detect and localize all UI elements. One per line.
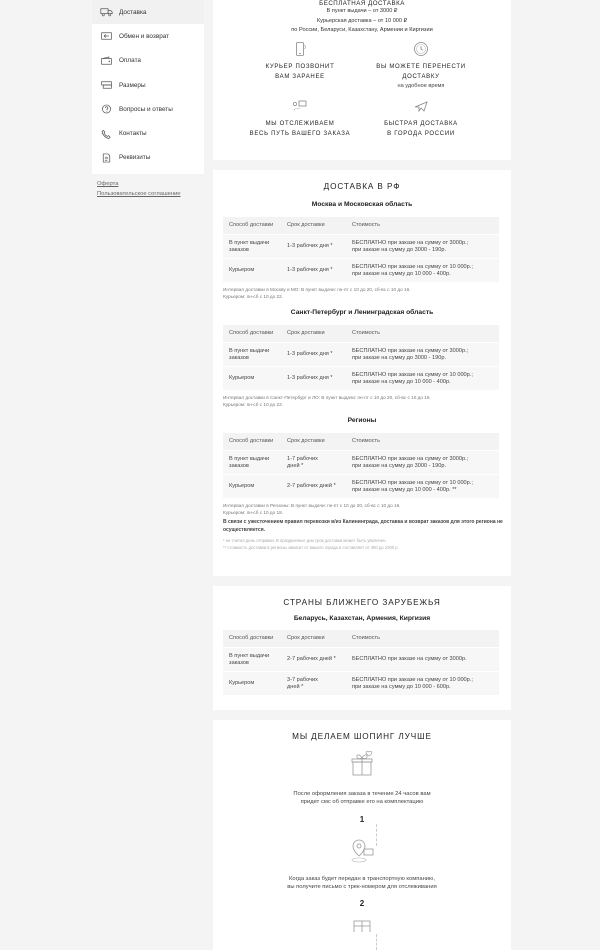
region-title: Регионы	[347, 417, 377, 424]
phone-icon	[98, 127, 114, 141]
gift-box-icon	[213, 749, 511, 784]
cell-method: В пункт выдачи заказов	[229, 347, 270, 361]
sidebar-item-contacts[interactable]	[92, 121, 204, 145]
sidebar-item-delivery[interactable]	[92, 0, 204, 24]
sidebar	[92, 0, 204, 201]
table-row	[223, 647, 499, 671]
footnote: * не считая день отправки. В праздничные дни срок доставки может быть увеличен.	[223, 538, 387, 543]
region-title: Москва и Московская область	[311, 201, 413, 208]
table-header	[223, 217, 499, 234]
sidebar-item-label: Размеры	[119, 81, 146, 89]
cell-method: В пункт выдачи заказов	[229, 455, 270, 469]
interval-note: Интервал доставки в Москву и МО: В пункт выдачи: пн-пт с 10 до 20, сб-вс с 10 до 16. Курьером: пн-сб с 10 до 22.	[223, 287, 411, 299]
cell-term: 1-3 рабочих дня *	[287, 267, 333, 273]
table-header	[223, 433, 499, 450]
table-header	[223, 325, 499, 342]
main-content	[213, 0, 511, 950]
return-icon	[98, 29, 114, 43]
question-icon	[98, 102, 114, 116]
table-row	[223, 258, 499, 282]
cell-method: Курьером	[229, 267, 255, 273]
sidebar-item-label: Доставка	[119, 8, 147, 16]
interval-note: Интервал доставки в Санкт-Петербург и ЛО: В пункт выдачи: пн-пт с 10 до 20, сб-вс с 10 до 16. Курьером: пн-сб с 10 до 22.	[223, 395, 431, 407]
route-icon	[240, 98, 360, 116]
cell-term: 2-7 рабочих дней *	[287, 656, 336, 662]
table-row	[223, 366, 499, 390]
header-term: Срок доставки	[287, 330, 325, 336]
free-delivery-line: по России, Беларуси, Казахстану, Армении и Киргизии	[291, 27, 433, 33]
cell-method: Курьером	[229, 483, 255, 489]
cell-term: 1-3 рабочих дня *	[287, 375, 333, 381]
cell-method: Курьером	[229, 680, 255, 686]
free-delivery-title: БЕСПЛАТНАЯ ДОСТАВКА	[319, 0, 405, 7]
dashed-connector	[376, 824, 377, 846]
countries-subtitle: Беларусь, Казахстан, Армения, Киргизия	[293, 615, 431, 622]
free-delivery-lines	[213, 7, 511, 36]
benefit-title: БЫСТРАЯ ДОСТАВКА В ГОРОДА РОССИИ	[384, 121, 458, 137]
user-agreement-link[interactable]: Пользовательское соглашение	[97, 191, 181, 198]
table-row	[223, 234, 499, 258]
table-header	[223, 630, 499, 647]
ruler-icon	[98, 78, 114, 92]
document-icon	[98, 151, 114, 165]
header-cost: Стоимость	[352, 222, 381, 228]
package-icon	[213, 918, 511, 932]
sidebar-menu	[92, 0, 204, 174]
sidebar-item-requisites[interactable]	[92, 146, 204, 170]
cell-method: В пункт выдачи заказов	[229, 652, 270, 666]
header-cost: Стоимость	[352, 330, 381, 336]
sidebar-item-label: Реквизиты	[119, 154, 151, 162]
russia-delivery-card	[213, 170, 511, 576]
delivery-table	[223, 433, 499, 498]
near-abroad-card	[213, 586, 511, 710]
step-text: После оформления заказа в течение 24 часов вам придет смс об отправке его на комплектацию	[293, 791, 431, 806]
benefit-title: ВЫ МОЖЕТЕ ПЕРЕНЕСТИ ДОСТАВКУ	[376, 64, 466, 80]
header-method: Способ доставки	[229, 222, 274, 228]
cell-term: 2-7 рабочих дней *	[287, 483, 336, 489]
footnote: ** стоимость доставки в регионы зависит от вашего города и составляет от 400 до 1000 р.	[223, 544, 399, 550]
sidebar-item-exchange[interactable]	[92, 24, 204, 48]
cell-term: 1-3 рабочих дня *	[287, 351, 333, 357]
cell-cost: БЕСПЛАТНО при заказе на сумму от 10 000р.; при заказе на сумму до 10 000 - 400р.	[352, 371, 473, 385]
delivery-table	[223, 630, 499, 695]
benefit-courier-call	[240, 41, 360, 82]
sidebar-item-sizes[interactable]	[92, 73, 204, 97]
header-term: Срок доставки	[287, 438, 325, 444]
cell-cost: БЕСПЛАТНО при заказе на сумму от 10 000р.; при заказе на сумму до 10 000 - 400р. **	[352, 479, 473, 493]
truck-icon	[98, 5, 114, 19]
step-number: 1	[359, 814, 365, 824]
step-text: Когда заказ будет передан в транспортную компанию, вы получите письмо с трек-номером для отслеживания	[287, 875, 437, 890]
step-number: 2	[359, 899, 365, 909]
sidebar-links	[92, 181, 204, 197]
cell-cost: БЕСПЛАТНО при заказе на сумму от 3000р.	[352, 656, 467, 662]
table-row	[223, 671, 499, 695]
interval-note: Интервал доставки в Регионы: В пункт выдачи: пн-пт с 10 до 20, сб-вс с 10 до 16. Курьером: пн-сб с 10 до 18.	[223, 503, 401, 515]
kaliningrad-note: В связи с ужесточением правил перевозки в/из Калининграда, доставка и возврат заказов для этого региона не осуществляется.	[223, 519, 503, 533]
delivery-pin-icon	[213, 836, 511, 871]
section-title: МЫ ДЕЛАЕМ ШОПИНГ ЛУЧШЕ	[292, 732, 432, 741]
free-delivery-line: В пункт выдачи – от 3000 ₽	[326, 8, 398, 14]
header-cost: Стоимость	[352, 635, 381, 641]
benefit-title: КУРЬЕР ПОЗВОНИТ ВАМ ЗАРАНЕЕ	[265, 64, 335, 80]
benefit-title: МЫ ОТСЛЕЖИВАЕМ ВЕСЬ ПУТЬ ВАШЕГО ЗАКАЗА	[249, 121, 351, 137]
sidebar-item-faq[interactable]	[92, 97, 204, 121]
cell-term: 1-3 рабочих дня *	[287, 243, 333, 249]
header-term: Срок доставки	[287, 635, 325, 641]
benefit-tracking	[240, 98, 360, 139]
sidebar-item-payment[interactable]	[92, 49, 204, 73]
cell-cost: БЕСПЛАТНО при заказе на сумму от 3000р.; при заказе на сумму до 3000 - 190р.	[352, 455, 469, 469]
region-title: Санкт-Петербург и Ленинградская область	[290, 309, 434, 316]
benefit-reschedule	[361, 41, 481, 91]
table-row	[223, 342, 499, 366]
header-method: Способ доставки	[229, 330, 274, 336]
cell-cost: БЕСПЛАТНО при заказе на сумму от 3000р.; при заказе на сумму до 3000 - 190р.	[352, 239, 469, 253]
sidebar-item-label: Обмен и возврат	[119, 32, 170, 40]
section-title: ДОСТАВКА В РФ	[323, 182, 401, 191]
cell-cost: БЕСПЛАТНО при заказе на сумму от 10 000р.; при заказе на сумму до 10 000 - 600р.	[352, 676, 473, 690]
benefit-subtitle: на удобное время	[397, 83, 445, 89]
phone-device-icon	[240, 41, 360, 59]
sidebar-item-label: Контакты	[119, 130, 147, 138]
sidebar-item-label: Вопросы и ответы	[119, 105, 173, 113]
section-title: СТРАНЫ БЛИЖНЕГО ЗАРУБЕЖЬЯ	[283, 598, 441, 607]
cell-cost: БЕСПЛАТНО при заказе на сумму от 10 000р.; при заказе на сумму до 10 000 - 400р.	[352, 263, 473, 277]
header-method: Способ доставки	[229, 438, 274, 444]
benefit-fast-delivery	[361, 98, 481, 139]
delivery-table	[223, 217, 499, 282]
plane-icon	[361, 98, 481, 116]
cell-method: В пункт выдачи заказов	[229, 239, 270, 253]
cell-term: 3-7 рабочих дней *	[287, 676, 318, 690]
shopping-better-card	[213, 720, 511, 950]
clock-icon	[361, 41, 481, 59]
cell-cost: БЕСПЛАТНО при заказе на сумму от 3000р.; при заказе на сумму до 3000 - 190р.	[352, 347, 469, 361]
header-term: Срок доставки	[287, 222, 325, 228]
header-method: Способ доставки	[229, 635, 274, 641]
dashed-connector	[376, 934, 377, 950]
wallet-icon	[98, 54, 114, 68]
sidebar-item-label: Оплата	[119, 57, 141, 65]
benefits-card	[213, 0, 511, 160]
cell-term: 1-7 рабочих дней *	[287, 455, 318, 469]
table-row	[223, 474, 499, 498]
header-cost: Стоимость	[352, 438, 381, 444]
cell-method: Курьером	[229, 375, 255, 381]
delivery-table	[223, 325, 499, 390]
table-row	[223, 450, 499, 474]
offer-link[interactable]: Оферта	[97, 181, 119, 188]
free-delivery-line: Курьерская доставка – от 10 000 ₽	[316, 17, 408, 24]
